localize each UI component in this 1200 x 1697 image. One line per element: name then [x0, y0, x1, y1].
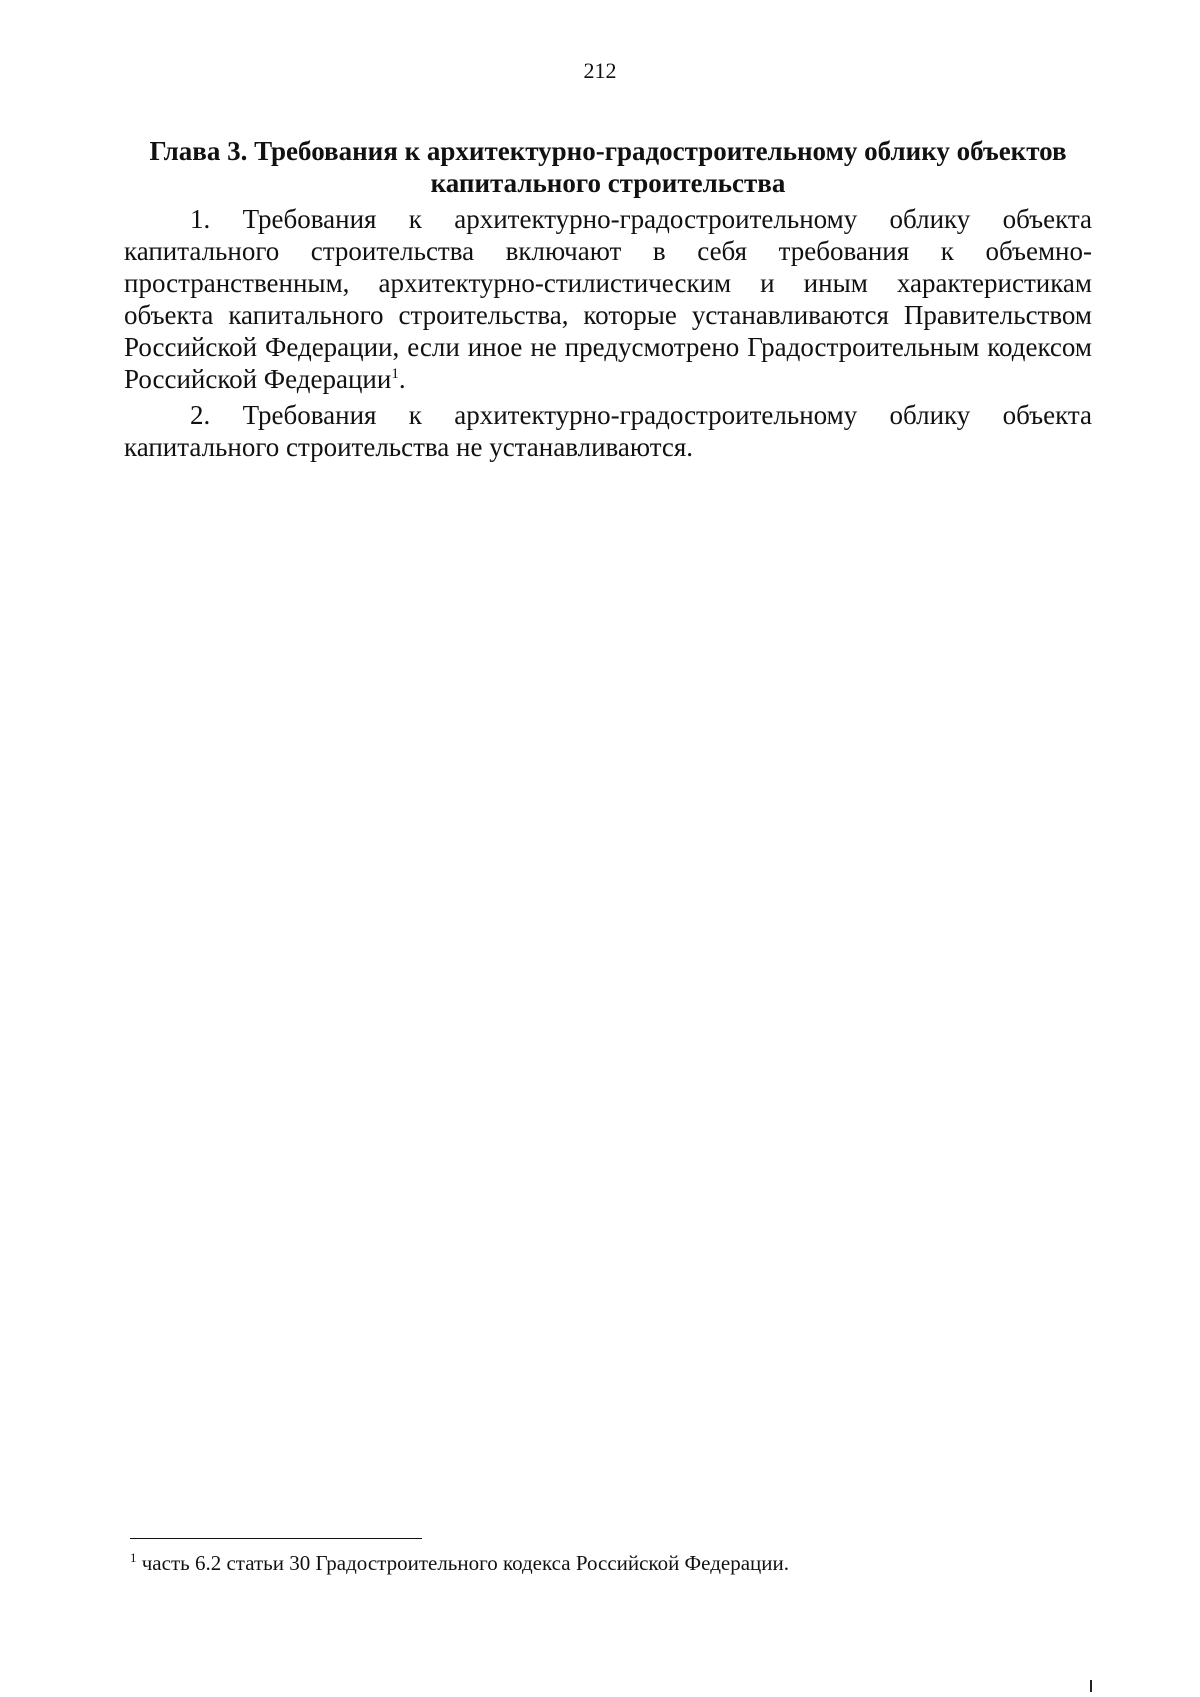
- footnote-separator: [130, 1538, 422, 1539]
- page-number: 212: [583, 58, 617, 83]
- footnote-text: часть 6.2 статьи 30 Градостроительного кодекса Российской Федерации.: [136, 1551, 789, 1575]
- footnote-reference: 1: [391, 366, 399, 382]
- footnote: [130, 1549, 1090, 1577]
- paragraph-1: [124, 203, 1092, 395]
- document-body: [124, 135, 1092, 463]
- footnote-marker: 1: [130, 1550, 137, 1565]
- scan-edge-mark: [1090, 1680, 1092, 1692]
- paragraph-1-tail: .: [398, 364, 406, 394]
- paragraph-1-text: 1. Требования к архитектурно-градостроительному облику объекта капитального строительства включают в себя требования к объемно-пространственным, архитектурно-стилистическим и иным характеристикам объекта капитального строительства, которые устанавливаются Правительством Российской Федерации, если иное не предусмотрено Градостроительным кодексом Российской Федерации: [124, 204, 1092, 394]
- paragraph-2: 2. Требования к архитектурно-градостроительному облику объекта капитального строительства не устанавливаются.: [124, 400, 1092, 462]
- chapter-title: Глава 3. Требования к архитектурно-градостроительному облику объектов капитального строительства: [149, 136, 1067, 198]
